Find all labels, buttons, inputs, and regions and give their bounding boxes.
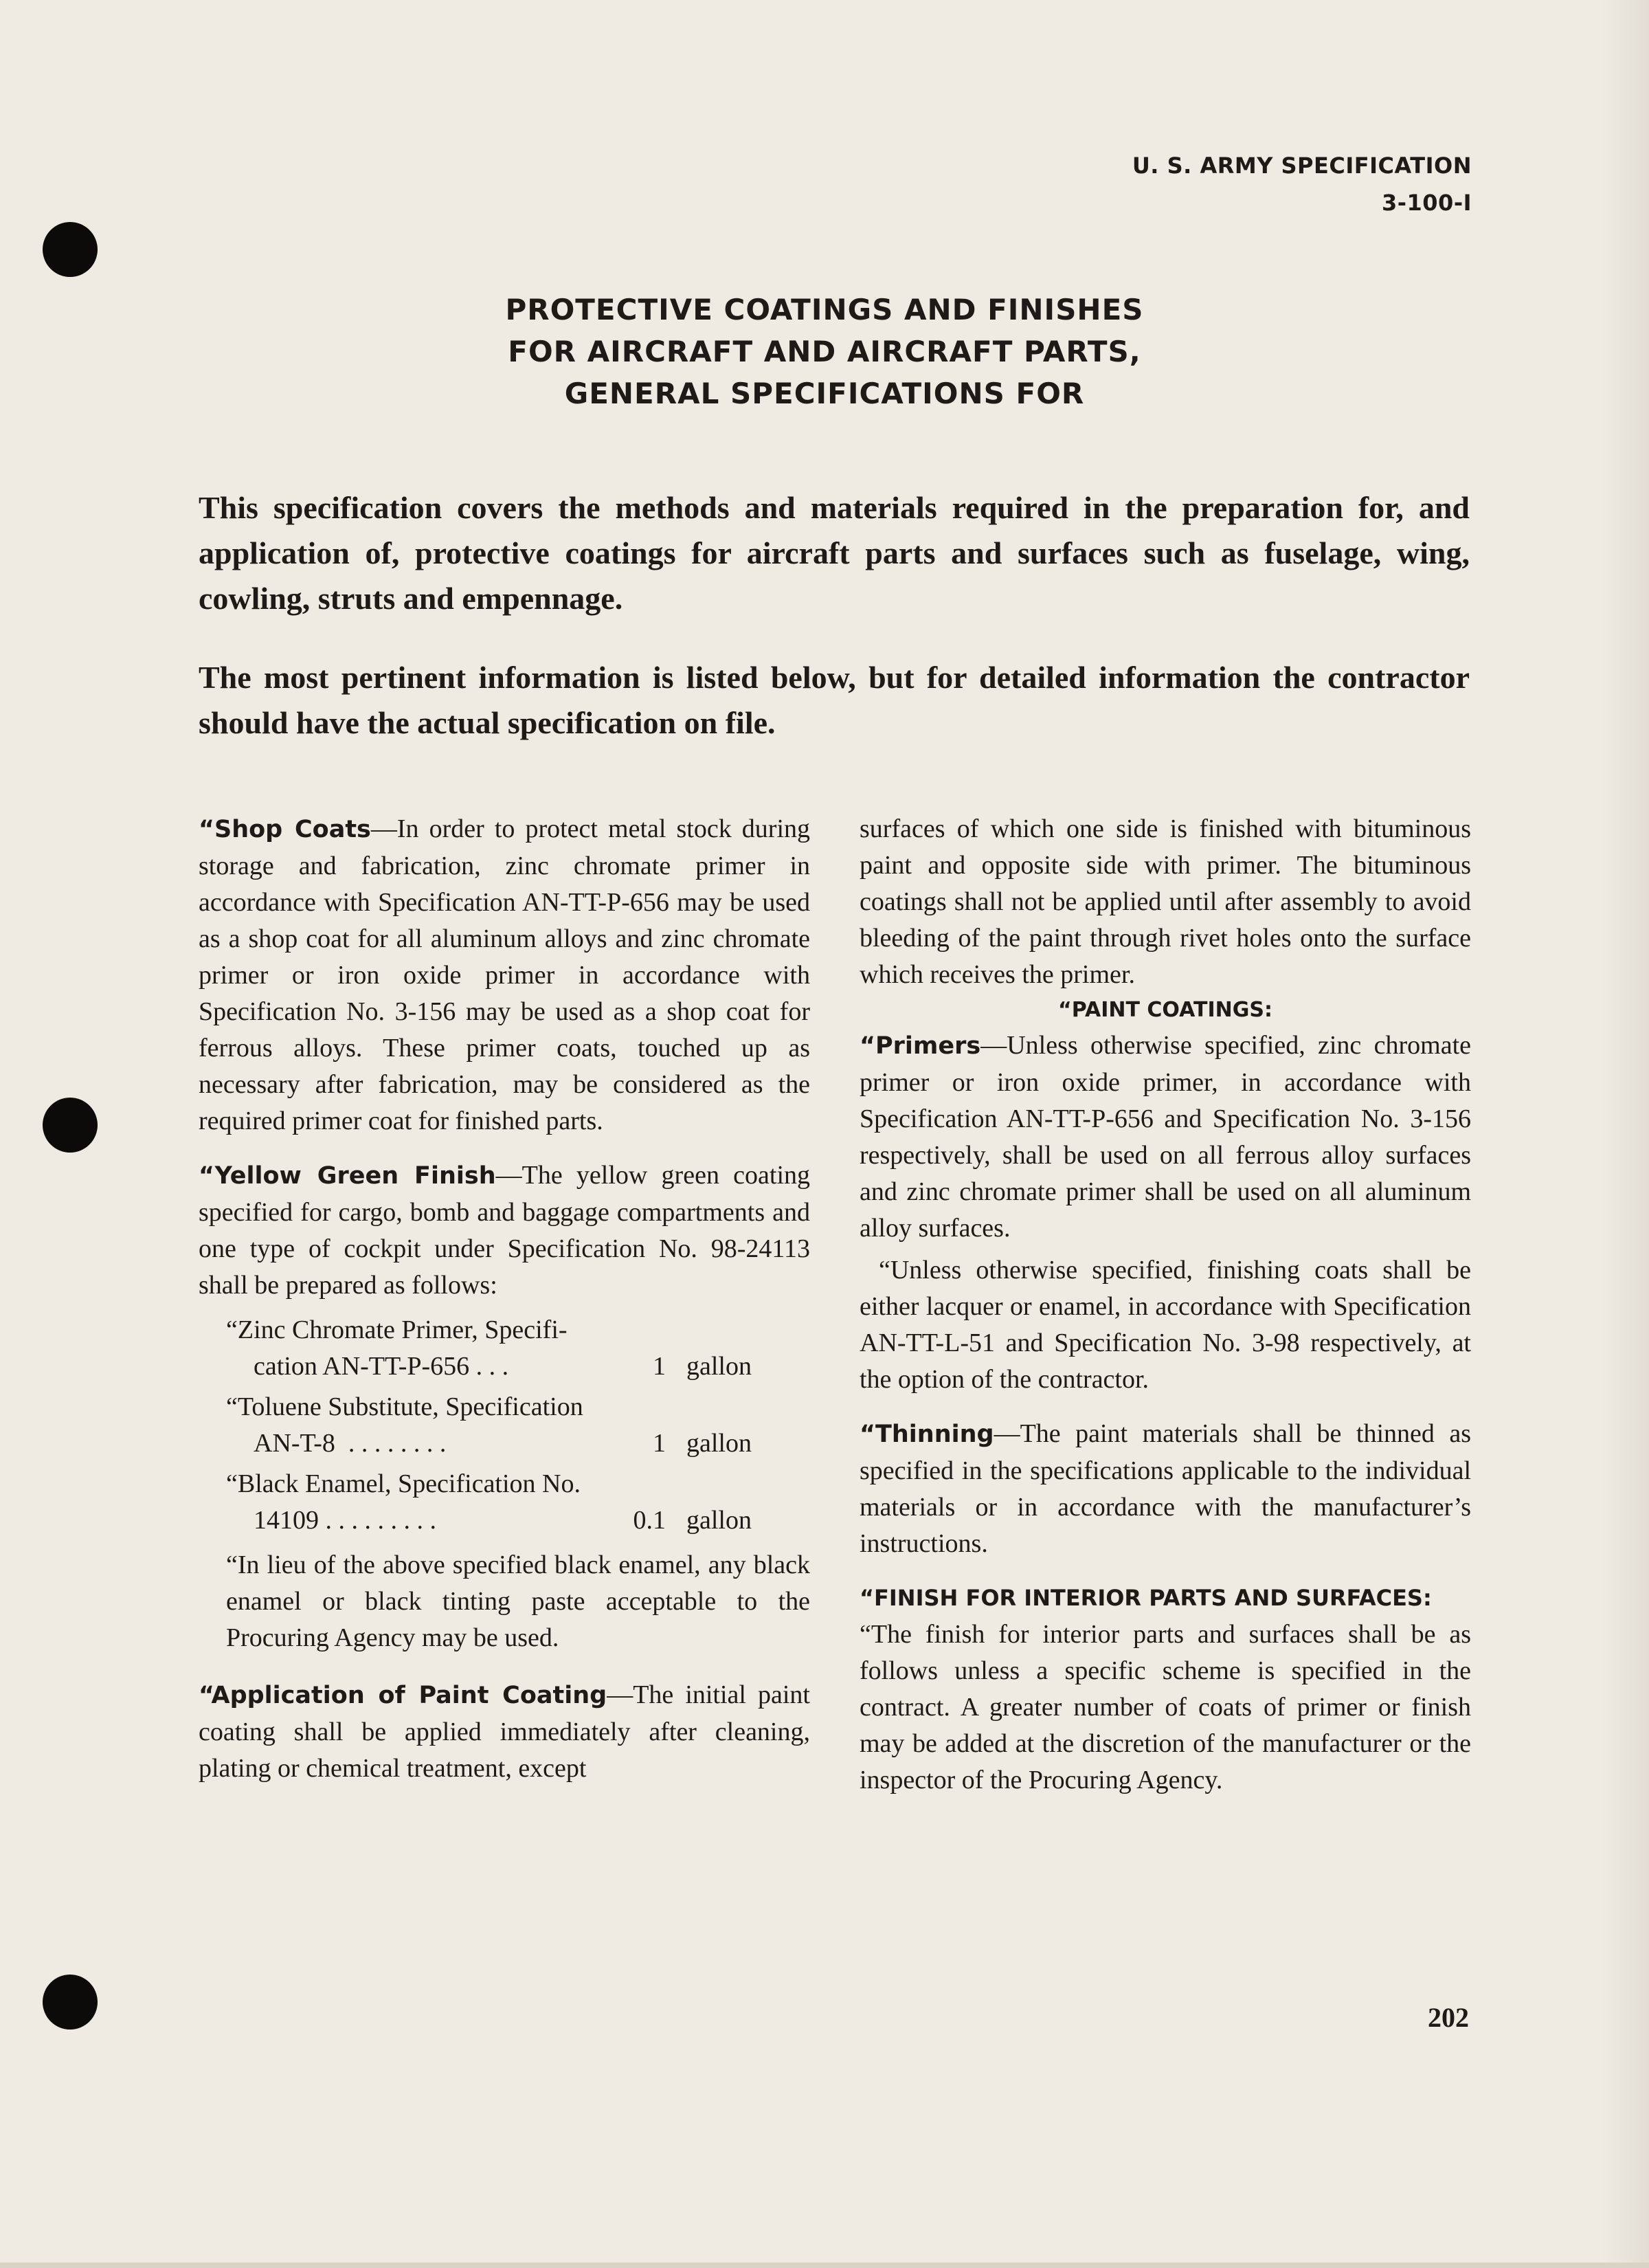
formula-item-line (199, 1425, 810, 1462)
yellow-green-text: —The yellow green coating specified for cargo, bomb and baggage compartments and one type of cockpit under Specification No. 98-24113 shall be prepared as follows: (199, 1161, 810, 1300)
spec-header-line2: 3-100-I (1381, 190, 1472, 216)
paint-formula-list (199, 1312, 810, 1539)
intro-paragraph-2 (199, 655, 1470, 746)
primers-paragraph (860, 1027, 1471, 1247)
page-number: 202 (1428, 2002, 1469, 2033)
binder-hole-bottom (43, 1975, 98, 2030)
paint-coatings-heading: “PAINT COATINGS: (1058, 998, 1272, 1022)
right-column (860, 811, 1471, 1816)
formula-item-unit: gallon (686, 1506, 752, 1535)
formula-item-quantity: 0.1 (633, 1506, 666, 1535)
formula-item-line (199, 1348, 810, 1385)
formula-item (199, 1466, 810, 1539)
formula-item (199, 1312, 810, 1385)
interior-finish-paragraph: “The finish for interior parts and surfaces shall be as follows unless a specific scheme is specified in the contract. A greater number of coats of primer or finish may be added at the discretion of the manufacturer or the inspector of the Procuring Agency. (860, 1620, 1471, 1794)
formula-item-unit: gallon (686, 1352, 752, 1381)
formula-item-name: “Black Enamel, Specification No. (226, 1469, 581, 1498)
continuation-paragraph: surfaces of which one side is finished with bituminous paint and opposite side with primer. The bituminous coatings shall not be applied until after assembly to avoid bleeding of the paint through rivet holes onto the surface which receives the primer. (860, 814, 1471, 989)
yellow-green-paragraph (199, 1157, 810, 1304)
intro-paragraph-1 (199, 485, 1470, 621)
formula-item-quantity: 1 (653, 1429, 666, 1458)
formula-item-name: “Toluene Substitute, Specification (226, 1392, 583, 1421)
title-line3: GENERAL SPECIFICATIONS FOR (564, 377, 1085, 410)
intro-text-2: The most pertinent information is listed below, but for detailed information the contractor should have the actual specification on file. (199, 660, 1470, 740)
formula-item (199, 1389, 810, 1462)
formula-item-material: cation AN-TT-P-656 . . . (254, 1352, 509, 1381)
intro-text-1: This specification covers the methods and materials required in the preparation for, and application of, protective coatings for aircraft parts and surfaces such as fuselage, wing, cowling, struts and empennage. (199, 490, 1470, 616)
formula-item-material: AN-T-8 . . . . . . . . (254, 1429, 447, 1458)
application-lead: “Application of Paint Coating (199, 1682, 607, 1709)
title-line1: PROTECTIVE COATINGS AND FINISHES (505, 293, 1144, 326)
binder-hole-top (43, 222, 98, 277)
page-edge-shadow (1601, 0, 1649, 2268)
shop-coats-lead: “Shop Coats (199, 816, 371, 843)
black-enamel-note: “In lieu of the above specified black enamel, any black enamel or black tinting paste acceptable to the Procuring Agency may be used. (226, 1550, 810, 1652)
document-title (412, 289, 1237, 414)
left-column (199, 811, 810, 1805)
yellow-green-lead: “Yellow Green Finish (199, 1162, 496, 1190)
primers-text: —Unless otherwise specified, zinc chromate primer or iron oxide primer, in accordance with Specification AN-TT-P-656 and Specification No. 3-156 respectively, shall be used on all ferrous alloy surfaces and zinc chromate primer shall be used on all aluminum alloy surfaces. (860, 1031, 1471, 1243)
formula-item-quantity: 1 (653, 1352, 666, 1381)
finishing-coats-paragraph: “Unless otherwise specified, finishing coats shall be either lacquer or enamel, in accordance with Specification AN-TT-L-51 and Specification No. 3-98 respectively, at the option of the contractor. (860, 1256, 1471, 1394)
thinning-paragraph (860, 1416, 1471, 1562)
formula-item-unit: gallon (686, 1429, 752, 1458)
primers-lead: “Primers (860, 1032, 981, 1060)
formula-item-line (199, 1502, 810, 1539)
application-text: —The initial paint coating shall be applied immediately after cleaning, plating or chemical treatment, except (199, 1680, 810, 1783)
title-line2: FOR AIRCRAFT AND AIRCRAFT PARTS, (508, 335, 1141, 368)
specification-header (1132, 147, 1472, 221)
thinning-text: —The paint materials shall be thinned as specified in the specifications applicable to the individual materials or in accordance with the manufacturer’s instructions. (860, 1419, 1471, 1558)
shop-coats-paragraph (199, 811, 810, 1139)
thinning-lead: “Thinning (860, 1421, 994, 1448)
spec-header-line1: U. S. ARMY SPECIFICATION (1132, 153, 1472, 179)
formula-item-material: 14109 . . . . . . . . . (254, 1506, 436, 1535)
binder-hole-middle (43, 1098, 98, 1153)
interior-finish-heading: “FINISH FOR INTERIOR PARTS AND SURFACES: (860, 1585, 1432, 1611)
application-paragraph (199, 1677, 810, 1787)
shop-coats-text: —In order to protect metal stock during storage and fabrication, zinc chromate primer in accordance with Specification AN-TT-P-656 may be used as a shop coat for all aluminum alloys and zinc chromate primer or iron oxide primer in accordance with Specification No. 3-156 may be used as a shop coat for ferrous alloys. These primer coats, touched up as necessary after fabrication, may be considered as the required primer coat for finished parts. (199, 814, 810, 1135)
page-bottom-edge (0, 2263, 1649, 2268)
formula-item-name: “Zinc Chromate Primer, Specifi- (226, 1315, 568, 1344)
